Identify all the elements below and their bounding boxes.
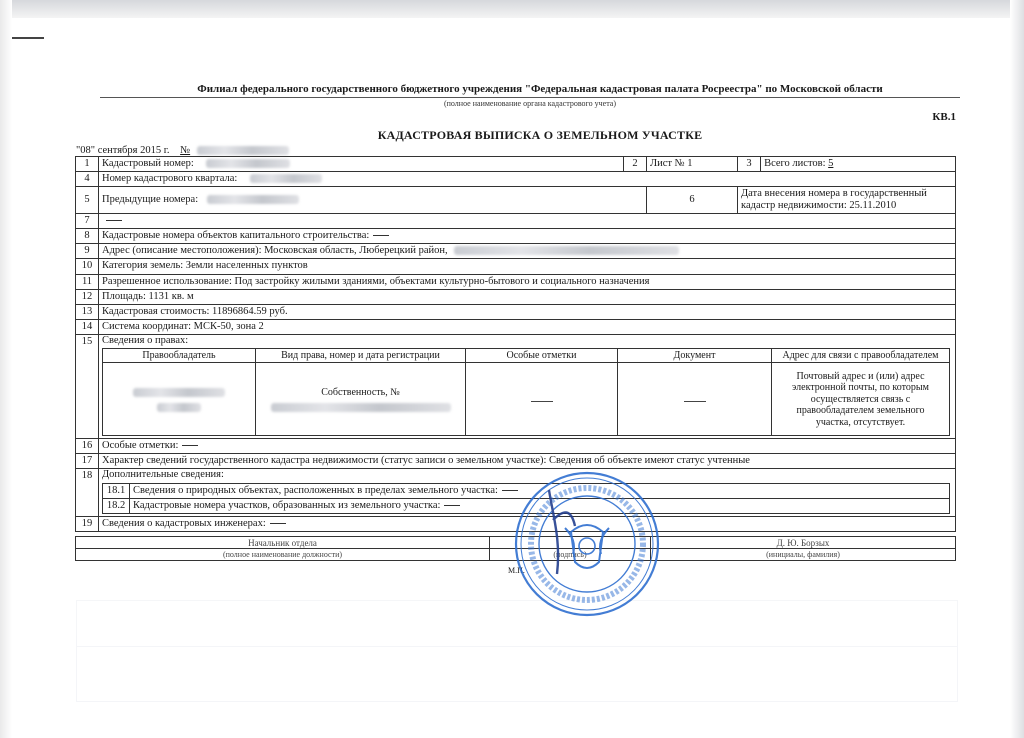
signer-name: Д. Ю. Борзых	[651, 537, 956, 549]
dash	[106, 220, 122, 221]
contact-address: Почтовый адрес и (или) адрес электронной почты, по которым осуществляется связь с правообладателем земельного участка, отсутствует.	[772, 363, 950, 436]
row-number: 16	[76, 439, 99, 454]
row-9	[76, 244, 956, 259]
row-number: 5	[76, 187, 99, 214]
address-label: Адрес (описание местоположения): Московская область, Люберецкий район,	[102, 245, 448, 257]
special-marks-label: Особые отметки:	[102, 440, 179, 452]
record-status: Характер сведений государственного кадастра недвижимости (статус записи о земельном участке): Сведения об объекте имеют статус учтенные	[99, 454, 956, 469]
redacted-value	[157, 403, 201, 412]
dash	[373, 235, 389, 236]
row-number: 3	[738, 157, 761, 172]
seal-ring	[521, 478, 653, 610]
redacted-value	[133, 388, 225, 397]
row-7	[76, 214, 956, 229]
row-number: 17	[76, 454, 99, 469]
seal-eagle-emblem	[571, 525, 603, 568]
row-number: 13	[76, 304, 99, 319]
land-category: Категория земель: Земли населенных пунктов	[99, 259, 956, 274]
row-12	[76, 289, 956, 304]
cadastral-value: Кадастровая стоимость: 11896864.59 руб.	[99, 304, 956, 319]
organization-underline	[100, 97, 960, 98]
row-number: 18.2	[103, 498, 130, 513]
redacted-value	[207, 195, 299, 204]
row-16	[76, 439, 956, 454]
total-sheets-label: Всего листов:	[764, 158, 826, 169]
row-number: 18.1	[103, 483, 130, 498]
previous-numbers-label: Предыдущие номера:	[102, 194, 199, 206]
quarter-number-cell	[99, 172, 956, 187]
row-number: 19	[76, 516, 99, 531]
row-10	[76, 259, 956, 274]
row-4	[76, 172, 956, 187]
seal-outer-ring	[516, 473, 658, 615]
dash	[270, 523, 286, 524]
form-code: КВ.1	[932, 111, 956, 123]
row-number: 9	[76, 244, 99, 259]
row-15	[76, 334, 956, 439]
row-number: 12	[76, 289, 99, 304]
seal-shield	[579, 538, 595, 554]
row-number: 1	[76, 157, 99, 172]
right-type-cell	[256, 363, 466, 436]
redacted-value	[454, 246, 679, 255]
row-13	[76, 304, 956, 319]
row-17	[76, 454, 956, 469]
building-numbers-label: Кадастровые номера объектов капитального строительства:	[102, 230, 370, 242]
row-number: 8	[76, 229, 99, 244]
permitted-use: Разрешенное использование: Под застройку жилыми зданиями, объектами культурно-бытового и социального назначения	[99, 274, 956, 289]
rights-label: Сведения о правах:	[102, 334, 189, 346]
document-cell	[618, 363, 772, 436]
row-number: 10	[76, 259, 99, 274]
empty-cell	[99, 214, 956, 229]
total-sheets-value: 5	[828, 158, 834, 169]
special-marks-row	[99, 439, 956, 454]
dash	[182, 445, 198, 446]
official-seal-stamp	[513, 470, 661, 618]
document-title: КАДАСТРОВАЯ ВЫПИСКА О ЗЕМЕЛЬНОМ УЧАСТКЕ	[377, 128, 703, 142]
building-numbers-cell	[99, 229, 956, 244]
column-header: Вид права, номер и дата регистрации	[256, 348, 466, 363]
organization-caption: (полное наименование органа кадастрового учета)	[443, 99, 617, 108]
row-5	[76, 187, 956, 214]
rights-table	[102, 348, 950, 437]
quarter-number-label: Номер кадастрового квартала:	[102, 173, 238, 185]
right-holder-cell	[103, 363, 256, 436]
total-sheets-cell	[761, 157, 956, 172]
row-number: 11	[76, 274, 99, 289]
rights-row	[103, 363, 950, 436]
name-caption: (инициалы, фамилия)	[651, 549, 956, 561]
derived-parcels-label: Кадастровые номера участков, образованных из земельного участка:	[133, 499, 441, 511]
row-number: 15	[76, 334, 99, 439]
special-marks-cell	[466, 363, 618, 436]
row-1	[76, 157, 956, 172]
engineers-label: Сведения о кадастровых инженерах:	[102, 517, 266, 529]
right-type: Собственность, №	[321, 387, 400, 399]
organization-name: Филиал федерального государственного бюджетного учреждения "Федеральная кадастровая палата Росреестра" по Московской области	[197, 83, 883, 95]
row-number: 4	[76, 172, 99, 187]
issue-date: "08" сентября 2015 г.	[76, 145, 170, 156]
dash	[531, 401, 553, 402]
row-number: 18	[76, 469, 99, 516]
previous-numbers-cell	[99, 187, 647, 214]
coordinate-system: Система координат: МСК-50, зона 2	[99, 319, 956, 334]
scan-shadow-left	[0, 0, 12, 738]
redacted-value	[206, 159, 290, 168]
number-label: №	[180, 145, 191, 156]
row-11	[76, 274, 956, 289]
seal-text-ring	[531, 488, 643, 600]
redacted-number	[197, 146, 289, 155]
column-header: Особые отметки	[466, 348, 618, 363]
rights-header	[103, 348, 950, 363]
natural-objects-label: Сведения о природных объектах, расположенных в пределах земельного участка:	[133, 484, 498, 496]
dash	[444, 505, 460, 506]
area: Площадь: 1131 кв. м	[99, 289, 956, 304]
date-line	[76, 145, 289, 156]
additional-info-label: Дополнительные сведения:	[102, 469, 224, 481]
position-caption: (полное наименование должности)	[76, 549, 490, 561]
redacted-value	[250, 174, 322, 183]
row-number: 14	[76, 319, 99, 334]
cadastral-number-cell	[99, 157, 624, 172]
redacted-value	[271, 403, 451, 412]
row-number: 6	[647, 187, 738, 214]
column-header: Правообладатель	[103, 348, 256, 363]
scan-shadow-top	[0, 0, 1024, 18]
row-8	[76, 229, 956, 244]
address-cell	[99, 244, 956, 259]
cadastral-number-label: Кадастровый номер:	[102, 158, 194, 169]
seal-place: М.П.	[508, 566, 525, 575]
signer-position: Начальник отдела	[76, 537, 490, 549]
row-14	[76, 319, 956, 334]
corner-mark	[12, 37, 44, 39]
scan-shadow-right	[1010, 0, 1024, 738]
column-header: Документ	[618, 348, 772, 363]
column-header: Адрес для связи с правообладателем	[772, 348, 950, 363]
entry-date: Дата внесения номера в государственный кадастр недвижимости: 25.11.2010	[738, 187, 956, 214]
rights-cell	[99, 334, 956, 439]
row-number: 7	[76, 214, 99, 229]
sheet-number: Лист № 1	[647, 157, 738, 172]
dash	[684, 401, 706, 402]
signature-caption: (подпись)	[490, 549, 651, 561]
row-number: 2	[624, 157, 647, 172]
